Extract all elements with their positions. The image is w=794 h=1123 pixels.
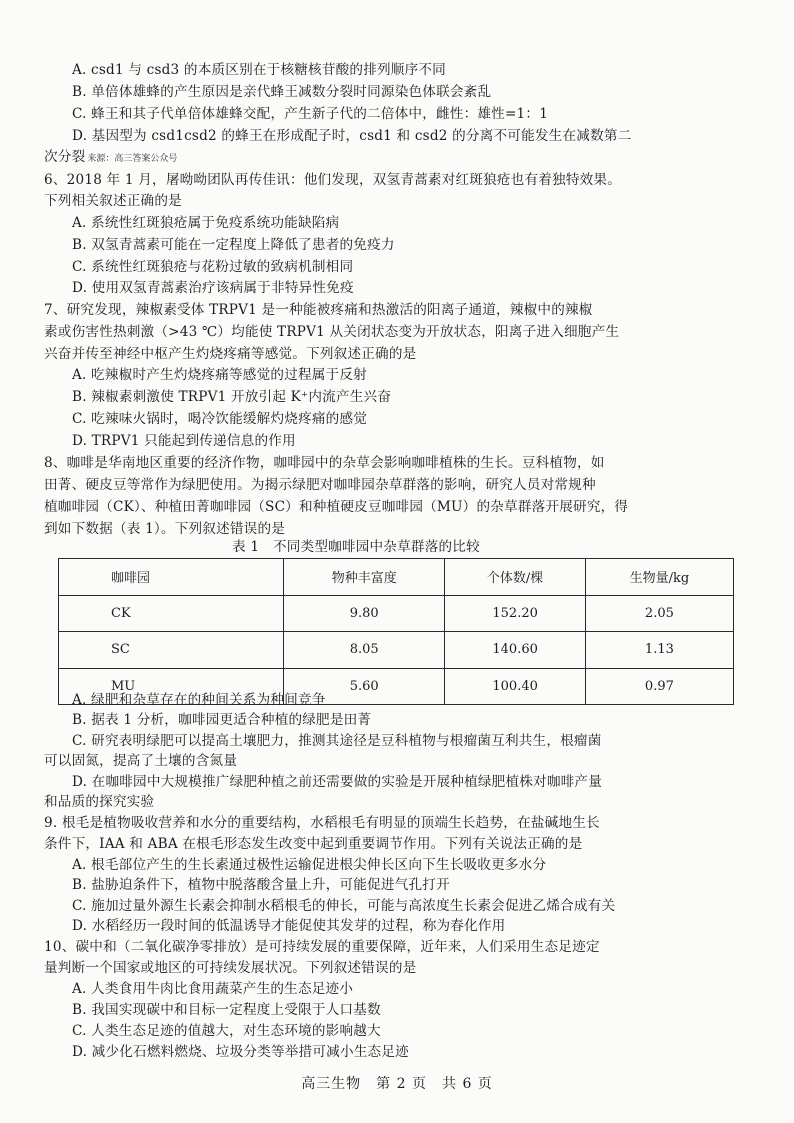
q6-option-d: D. 使用双氢青蒿素治疗该病属于非特异性免疫: [72, 280, 354, 296]
table-cell: 0.97: [585, 668, 733, 705]
q8-option-c-cont: 可以固氮，提高了土壤的含氮量: [44, 753, 238, 769]
q9-option-d: D. 水稻经历一段时间的低温诱导才能促使其发芽的过程，称为春化作用: [72, 918, 506, 934]
q10-stem-1: 10、碳中和（二氧化碳净零排放）是可持续发展的重要保障，近年来，人们采用生态足迹定: [44, 939, 600, 955]
q10-option-b: B. 我国实现碳中和目标一定程度上受限于人口基数: [72, 1002, 381, 1018]
table-cell: 2.05: [585, 595, 733, 632]
table-header-cell: 生物量/kg: [585, 559, 733, 596]
table-cell: 100.40: [445, 668, 585, 705]
table-header-cell: 咖啡园: [59, 559, 284, 596]
q8-option-d: D. 在咖啡园中大规模推广绿肥种植之前还需要做的实验是开展种植绿肥植株对咖啡产量: [72, 774, 603, 790]
q8-option-c: C. 研究表明绿肥可以提高土壤肥力，推测其途径是豆科植物与根瘤菌互利共生，根瘤菌: [72, 733, 602, 749]
table-row: [59, 632, 734, 669]
q7-option-b: B. 辣椒素刺激使 TRPV1 开放引起 K⁺内流产生兴奋: [72, 389, 392, 405]
table-cell: MU: [59, 668, 284, 705]
q8-option-d-cont: 和品质的探究实验: [44, 794, 155, 810]
table-header-row: [59, 559, 734, 596]
q8-stem-4: 到如下数据（表 1）。下列叙述错误的是: [44, 521, 286, 537]
q7-option-d: D. TRPV1 只能起到传递信息的作用: [72, 433, 296, 449]
table-row: [59, 595, 734, 632]
q10-option-a: A. 人类食用牛肉比食用蔬菜产生的生态足迹小: [72, 981, 354, 997]
q9-option-b: B. 盐胁迫条件下，植物中脱落酸含量上升，可能促进气孔打开: [72, 877, 450, 893]
q8-stem-3: 植咖啡园（CK）、种植田菁咖啡园（SC）和种植硬皮豆咖啡园（MU）的杂草群落开展研究，得: [44, 499, 629, 515]
q5-option-d-cont: 次分裂 来源：高三答案公众号: [44, 149, 178, 165]
q5-option-d: D. 基因型为 csd1csd2 的蜂王在形成配子时，csd1 和 csd2 的分离不可能发生在减数第二: [72, 128, 632, 144]
q6-option-a: A. 系统性红斑狼疮属于免疫系统功能缺陷病: [72, 215, 340, 231]
q7-option-c: C. 吃辣味火锅时，喝冷饮能缓解灼烧疼痛的感觉: [72, 411, 368, 427]
q6-option-c: C. 系统性红斑狼疮与花粉过敏的致病机制相同: [72, 259, 354, 275]
q9-option-a: A. 根毛部位产生的生长素通过极性运输促进根尖伸长区向下生长吸收更多水分: [72, 857, 547, 873]
page-footer: 高三生物 第 2 页 共 6 页: [301, 1076, 493, 1092]
q10-option-c: C. 人类生态足迹的值越大，对生态环境的影响越大: [72, 1023, 381, 1039]
q9-stem-1: 9. 根毛是植物吸收营养和水分的重要结构，水稻根毛有明显的顶端生长趋势，在盐碱地生长: [44, 815, 600, 831]
table-cell: 8.05: [284, 632, 445, 669]
q6-option-b: B. 双氢青蒿素可能在一定程度上降低了患者的免疫力: [72, 237, 395, 253]
q8-option-b: B. 据表 1 分析，咖啡园更适合种植的绿肥是田菁: [72, 712, 372, 728]
q9-stem-2: 条件下，IAA 和 ABA 在根毛形态发生改变中起到重要调节作用。下列有关说法正确的是: [44, 836, 583, 852]
table-cell: SC: [59, 632, 284, 669]
table-cell: 152.20: [445, 595, 585, 632]
table-cell: 1.13: [585, 632, 733, 669]
data-table: [58, 558, 734, 705]
q8-stem-2: 田菁、硬皮豆等常作为绿肥使用。为揭示绿肥对咖啡园杂草群落的影响，研究人员对常规种: [44, 477, 596, 493]
q9-option-c: C. 施加过量外源生长素会抑制水稻根毛的伸长，可能与高浓度生长素会促进乙烯合成有关: [72, 898, 616, 914]
q8-stem-1: 8、咖啡是华南地区重要的经济作物，咖啡园中的杂草会影响咖啡植株的生长。豆科植物，如: [44, 455, 605, 471]
q5-option-c: C. 蜂王和其子代单倍体雄蜂交配，产生新子代的二倍体中，雌性：雄性=1：1: [72, 106, 549, 122]
q7-stem-1: 7、研究发现，辣椒素受体 TRPV1 是一种能被疼痛和热激活的阳离子通道，辣椒中的辣椒: [44, 302, 593, 318]
q8-option-a: A. 绿肥和杂草存在的种间关系为种间竞争: [72, 692, 326, 708]
q6-stem-2: 下列相关叙述正确的是: [44, 193, 182, 209]
q7-stem-2: 素或伤害性热刺激（>43 ℃）均能使 TRPV1 从关闭状态变为开放状态，阳离子进入细胞产生: [44, 324, 620, 340]
q7-option-a: A. 吃辣椒时产生灼烧疼痛等感觉的过程属于反射: [72, 367, 367, 383]
q5-option-a: A. csd1 与 csd3 的本质区别在于核糖核苷酸的排列顺序不同: [72, 62, 446, 78]
table-caption: 表 1 不同类型咖啡园中杂草群落的比较: [232, 539, 480, 555]
table-header-cell: 物种丰富度: [284, 559, 445, 596]
q10-option-d: D. 减少化石燃料燃烧、垃圾分类等举措可减小生态足迹: [72, 1044, 409, 1060]
source-note: 来源：高三答案公众号: [87, 154, 178, 164]
table-cell: 9.80: [284, 595, 445, 632]
table-cell: 140.60: [445, 632, 585, 669]
q5-option-b: B. 单倍体雄蜂的产生原因是亲代蜂王减数分裂时同源染色体联会紊乱: [72, 84, 492, 100]
q7-stem-3: 兴奋并传至神经中枢产生灼烧疼痛等感觉。下列叙述正确的是: [44, 346, 417, 362]
q6-stem-1: 6、2018 年 1 月，屠呦呦团队再传佳讯：他们发现，双氢青蒿素对红斑狼疮也有着独特效果。: [44, 172, 622, 188]
q10-stem-2: 量判断一个国家或地区的可持续发展状况。下列叙述错误的是: [44, 960, 417, 976]
table-header-cell: 个体数/棵: [445, 559, 585, 596]
table-cell: 5.60: [284, 668, 445, 705]
table-cell: CK: [59, 595, 284, 632]
